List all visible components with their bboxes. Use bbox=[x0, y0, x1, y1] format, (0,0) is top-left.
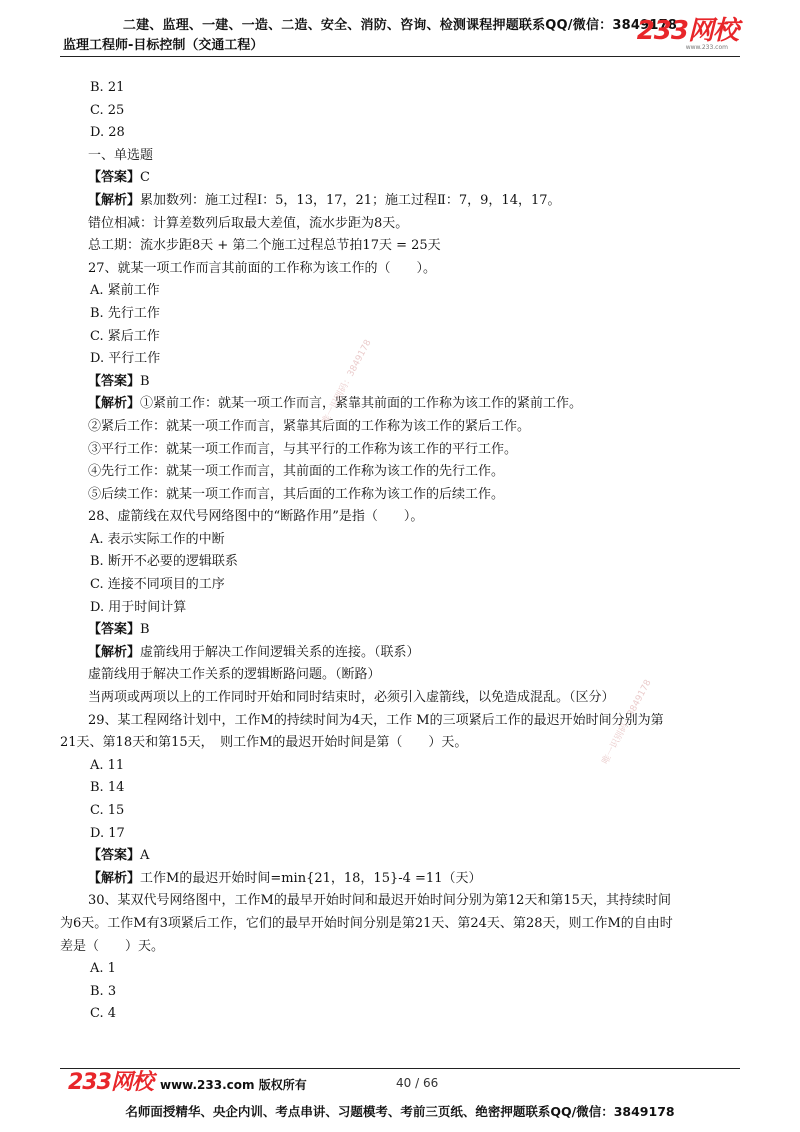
line-text: ③平行工作：就某一项工作而言，与其平行的工作称为该工作的平行工作。 bbox=[88, 441, 518, 457]
text-line bbox=[88, 416, 728, 439]
option-line bbox=[88, 303, 728, 326]
line-tag: 【答案】 bbox=[88, 622, 141, 638]
option-line bbox=[88, 823, 728, 846]
line-text: C. 4 bbox=[90, 1006, 117, 1022]
line-text: C bbox=[140, 170, 150, 186]
line-text: ④先行工作：就某一项工作而言，其前面的工作称为该工作的先行工作。 bbox=[88, 464, 505, 480]
text-line bbox=[88, 484, 728, 507]
line-text: 虚箭线用于解决工作关系的逻辑断路问题。（断路） bbox=[88, 667, 381, 683]
option-line bbox=[88, 800, 728, 823]
header-promo-line: 二建、监理、一建、一造、二造、安全、消防、咨询、检测课程押题联系QQ/微信：3849178 bbox=[122, 18, 678, 33]
line-text: 总工期：流水步距8天 + 第二个施工过程总节拍17天 = 25天 bbox=[88, 238, 441, 254]
line-text: 当两项或两项以上的工作同时开始和同时结束时，必须引入虚箭线，以免造成混乱。（区分） bbox=[88, 690, 615, 706]
line-text: A. 1 bbox=[90, 961, 116, 977]
text-line bbox=[88, 890, 728, 913]
option-line bbox=[88, 958, 728, 981]
text-line bbox=[88, 506, 728, 529]
line-text: 工作M的最迟开始时间=min{21，18，15}-4 =11（天） bbox=[140, 870, 482, 886]
option-line bbox=[88, 326, 728, 349]
option-line bbox=[88, 77, 728, 100]
text-line bbox=[60, 732, 728, 755]
line-text: B bbox=[140, 373, 150, 389]
line-text: 27、就某一项工作而言其前面的工作称为该工作的（ ）。 bbox=[88, 260, 437, 276]
line-text: C. 紧后工作 bbox=[90, 328, 160, 344]
line-text: ①紧前工作：就某一项工作而言，紧靠其前面的工作称为该工作的紧前工作。 bbox=[140, 396, 583, 412]
option-line bbox=[88, 777, 728, 800]
text-line bbox=[88, 664, 728, 687]
line-text: D. 平行工作 bbox=[90, 351, 161, 367]
tagged-line bbox=[88, 845, 728, 868]
line-text: ②紧后工作：就某一项工作而言，紧靠其后面的工作称为该工作的紧后工作。 bbox=[88, 418, 531, 434]
text-line bbox=[88, 235, 728, 258]
line-tag: 【解析】 bbox=[88, 870, 141, 886]
line-text: B. 3 bbox=[90, 983, 117, 999]
footer-brand-logo: 233网校 bbox=[68, 1070, 153, 1095]
line-text: 累加数列：施工过程Ⅰ：5，13，17，21；施工过程Ⅱ：7，9，14，17。 bbox=[140, 192, 561, 208]
line-text: ⑤后续工作：就某一项工作而言，其后面的工作称为该工作的后续工作。 bbox=[88, 486, 505, 502]
brand-logo: 233网校 bbox=[636, 16, 738, 46]
line-tag: 【解析】 bbox=[88, 644, 141, 660]
line-text: C. 25 bbox=[90, 102, 125, 118]
tagged-line bbox=[88, 868, 728, 891]
line-text: A. 表示实际工作的中断 bbox=[90, 531, 225, 547]
line-text: C. 15 bbox=[90, 803, 125, 818]
watermark: 唯一识别码：3849178 bbox=[600, 678, 654, 767]
footer-divider bbox=[60, 1068, 740, 1069]
tagged-line bbox=[88, 371, 728, 394]
document-subtitle: 监理工程师-目标控制（交通工程） bbox=[63, 38, 264, 53]
line-text: 虚箭线用于解决工作间逻辑关系的连接。（联系） bbox=[140, 644, 420, 660]
line-text: D. 用于时间计算 bbox=[90, 599, 187, 615]
line-text: A bbox=[140, 848, 150, 864]
option-line bbox=[88, 280, 728, 303]
tagged-line bbox=[88, 642, 728, 665]
line-text: A. 11 bbox=[90, 757, 125, 773]
text-line bbox=[60, 936, 728, 959]
line-text: C. 连接不同项目的工序 bbox=[90, 577, 225, 593]
line-tag: 【解析】 bbox=[88, 396, 141, 412]
line-text: 21天、第18天和第15天， 则工作M的最迟开始时间是第（ ）天。 bbox=[60, 735, 468, 751]
option-line bbox=[88, 597, 728, 620]
line-text: 30、某双代号网络图中，工作M的最早开始时间和最迟开始时间分别为第12天和第15天，其持续时间 bbox=[88, 893, 671, 909]
line-text: D. 28 bbox=[90, 125, 125, 141]
line-text: A. 紧前工作 bbox=[90, 283, 160, 299]
header-divider bbox=[60, 56, 740, 57]
footer-promo-line: 名师面授精华、央企内训、考点串讲、习题模考、考前三页纸、绝密押题联系QQ/微信：3849178 bbox=[125, 1104, 675, 1119]
line-tag: 【答案】 bbox=[88, 170, 141, 186]
line-text: B. 14 bbox=[90, 780, 125, 796]
page-number: 40 / 66 bbox=[396, 1076, 439, 1090]
option-line bbox=[88, 981, 728, 1004]
line-text: D. 17 bbox=[90, 825, 125, 841]
line-text: 错位相减：计算差数列后取最大差值，流水步距为8天。 bbox=[88, 215, 409, 231]
line-text: 为6天。工作M有3项紧后工作，它们的最早开始时间分别是第21天、第24天、第28天，则工作M的自由时 bbox=[60, 915, 673, 931]
tagged-line bbox=[88, 167, 728, 190]
line-text: 29、某工程网络计划中，工作M的持续时间为4天，工作 M的三项紧后工作的最迟开始时间分别为第 bbox=[88, 712, 664, 728]
text-line bbox=[88, 439, 728, 462]
text-line bbox=[88, 258, 728, 281]
line-text: B. 21 bbox=[90, 80, 125, 95]
line-text: 28、虚箭线在双代号网络图中的“断路作用”是指（ ）。 bbox=[88, 509, 424, 525]
line-text: B. 先行工作 bbox=[90, 305, 160, 321]
tagged-line bbox=[88, 190, 728, 213]
option-line bbox=[88, 755, 728, 778]
option-line bbox=[88, 122, 728, 145]
option-line bbox=[88, 574, 728, 597]
line-text: B. 断开不必要的逻辑联系 bbox=[90, 554, 238, 570]
line-text: 差是（ ）天。 bbox=[60, 938, 165, 954]
option-line bbox=[88, 348, 728, 371]
option-line bbox=[88, 529, 728, 552]
line-tag: 【答案】 bbox=[88, 848, 141, 864]
tagged-line bbox=[88, 393, 728, 416]
option-line bbox=[88, 1003, 728, 1026]
option-line bbox=[88, 551, 728, 574]
brand-logo-url: www.233.com bbox=[685, 44, 728, 51]
line-tag: 【答案】 bbox=[88, 373, 141, 389]
text-line bbox=[88, 461, 728, 484]
text-line bbox=[88, 213, 728, 236]
text-line bbox=[88, 145, 728, 168]
option-line bbox=[88, 100, 728, 123]
footer-copyright: www.233.com 版权所有 bbox=[160, 1078, 307, 1092]
watermark: 唯一识别码：3849178 bbox=[320, 338, 374, 427]
line-tag: 【解析】 bbox=[88, 192, 141, 208]
tagged-line bbox=[88, 619, 728, 642]
document-body bbox=[60, 77, 728, 1026]
line-text: B bbox=[140, 622, 150, 638]
text-line bbox=[60, 913, 728, 936]
line-text: 一、单选题 bbox=[88, 147, 154, 163]
